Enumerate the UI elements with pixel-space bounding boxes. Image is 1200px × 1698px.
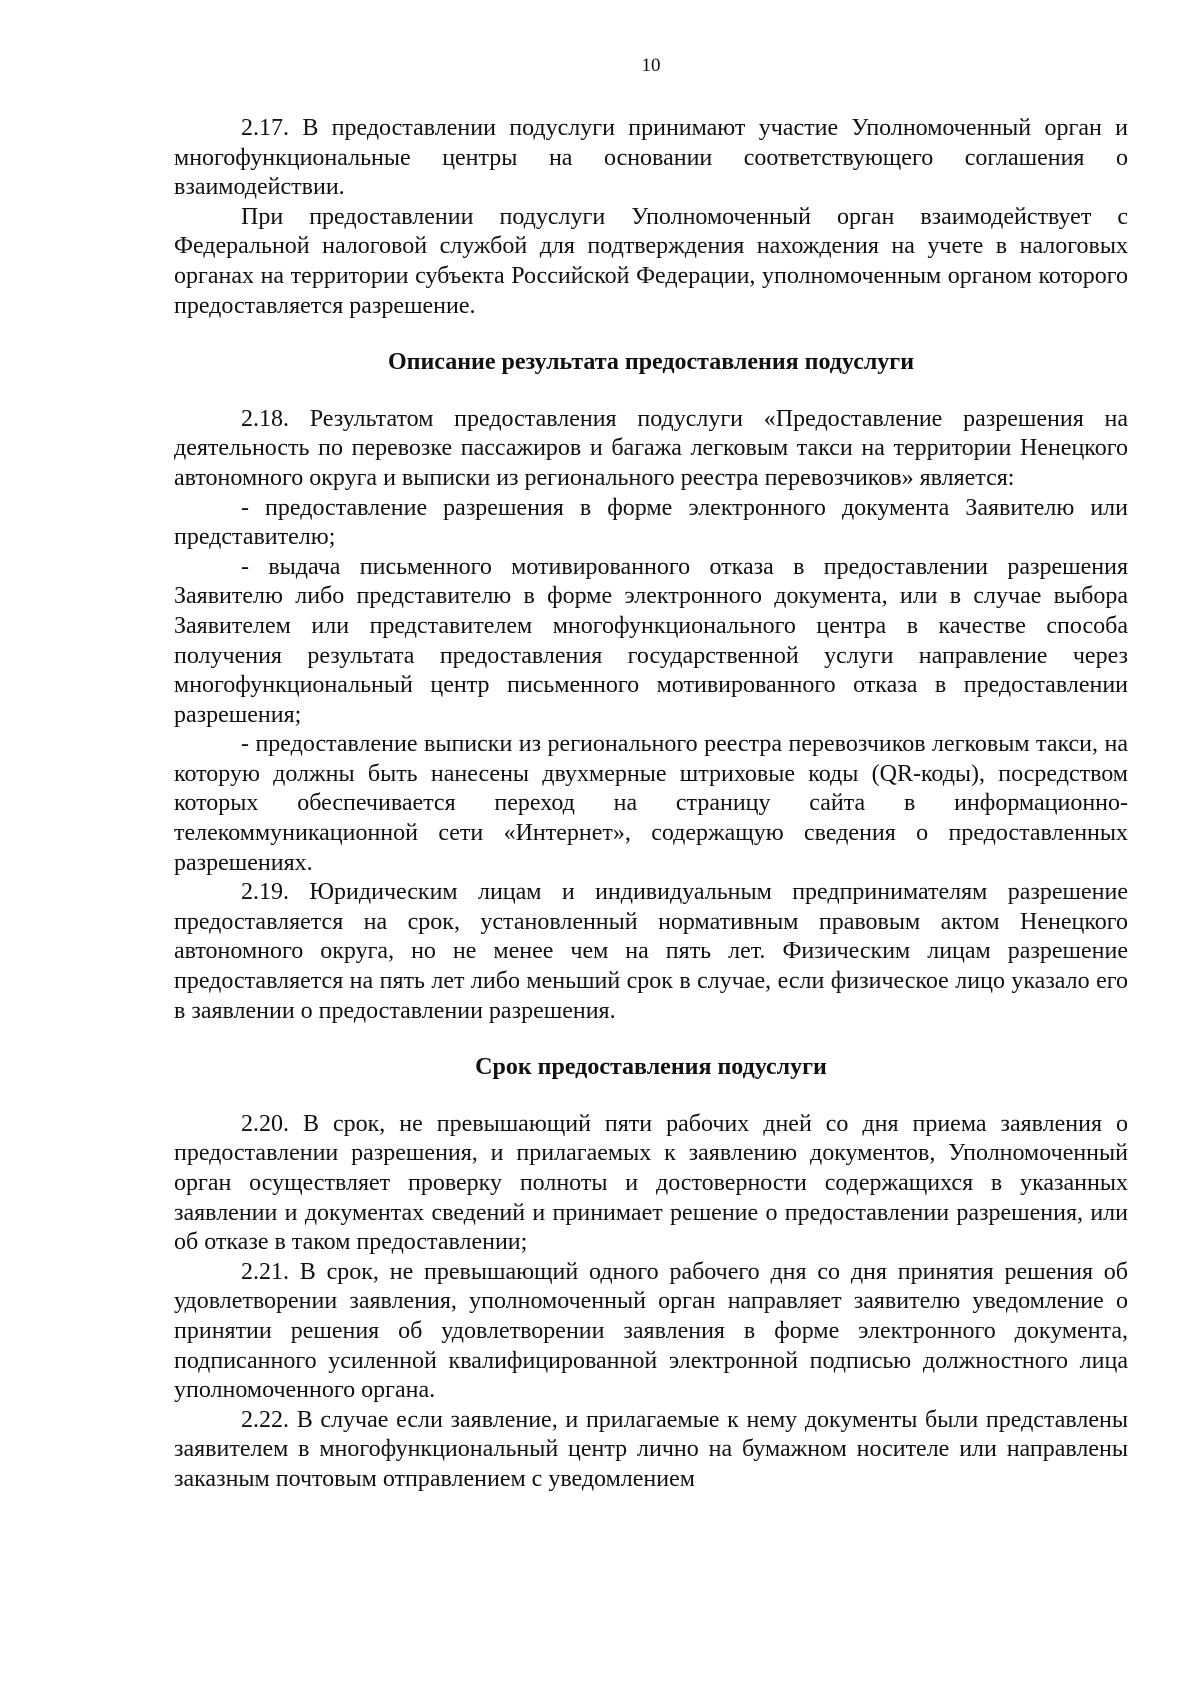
heading-service-term: Срок предоставления подуслуги bbox=[475, 1054, 827, 1081]
page-number: 10 bbox=[641, 55, 661, 76]
list-item-2-18-3: - предоставление выписки из регионального реестра перевозчиков легковым такси, на которую должны быть нанесены двухмерные штриховые коды (QR-коды), посредством которых обеспечивается переход на страницу сайта в информационно-телекоммуникационной сети «Интернет», содержащую сведения о предоставленных разрешениях. bbox=[174, 731, 1128, 876]
list-item-2-18-2: - выдача письменного мотивированного отказа в предоставлении разрешения Заявителю либо представителю в форме электронного документа, или в случае выбора Заявителем или представителем многофункционального центра в качестве способа получения результата предоставления государственной услуги направление через многофункциональный центр письменного мотивированного отказа в предоставлении разрешения; bbox=[174, 553, 1128, 728]
paragraph-2-22: 2.22. В случае если заявление, и прилагаемые к нему документы были представлены заявителем в многофункциональный центр лично на бумажном носителе или направлены заказным почтовым отправлением с уведомлением bbox=[174, 1406, 1128, 1492]
paragraph-2-17-interaction: При предоставлении подуслуги Уполномоченный орган взаимодействует с Федеральной налоговой службой для подтверждения нахождения на учете в налоговых органах на территории субъекта Российской Федерации, уполномоченным органом которого предоставляется разрешение. bbox=[174, 203, 1128, 319]
paragraph-2-18: 2.18. Результатом предоставления подуслуги «Предоставление разрешения на деятельность по перевозке пассажиров и багажа легковым такси на территории Ненецкого автономного округа и выписки из регионального реестра перевозчиков» является: bbox=[174, 405, 1128, 491]
document-body bbox=[174, 114, 1128, 1495]
paragraph-2-19: 2.19. Юридическим лицам и индивидуальным предпринимателям разрешение предоставляется на срок, установленный нормативным правовым актом Ненецкого автономного округа, но не менее чем на пять лет. Физическим лицам разрешение предоставляется на пять лет либо меньший срок в случае, если физическое лицо указало его в заявлении о предоставлении разрешения. bbox=[174, 879, 1128, 1024]
heading-result-description: Описание результата предоставления подуслуги bbox=[387, 349, 915, 376]
paragraph-2-17: 2.17. В предоставлении подуслуги принимают участие Уполномоченный орган и многофункциональные центры на основании соответствующего соглашения о взаимодействии. bbox=[174, 115, 1128, 201]
paragraph-2-20: 2.20. В срок, не превышающий пяти рабочих дней со дня приема заявления о предоставлении разрешения, и прилагаемых к заявлению документов, Уполномоченный орган осуществляет проверку полноты и достоверности содержащихся в указанных заявлении и документах сведений и принимает решение о предоставлении разрешения, или об отказе в таком предоставлении; bbox=[174, 1110, 1128, 1256]
list-item-2-18-1: - предоставление разрешения в форме электронного документа Заявителю или представителю; bbox=[174, 494, 1128, 551]
paragraph-2-21: 2.21. В срок, не превышающий одного рабочего дня со дня принятия решения об удовлетворении заявления, уполномоченный орган направляет заявителю уведомление о принятии решения об удовлетворении заявления в форме электронного документа, подписанного усиленной квалифицированной электронной подписью должностного лица уполномоченного органа. bbox=[174, 1258, 1128, 1404]
